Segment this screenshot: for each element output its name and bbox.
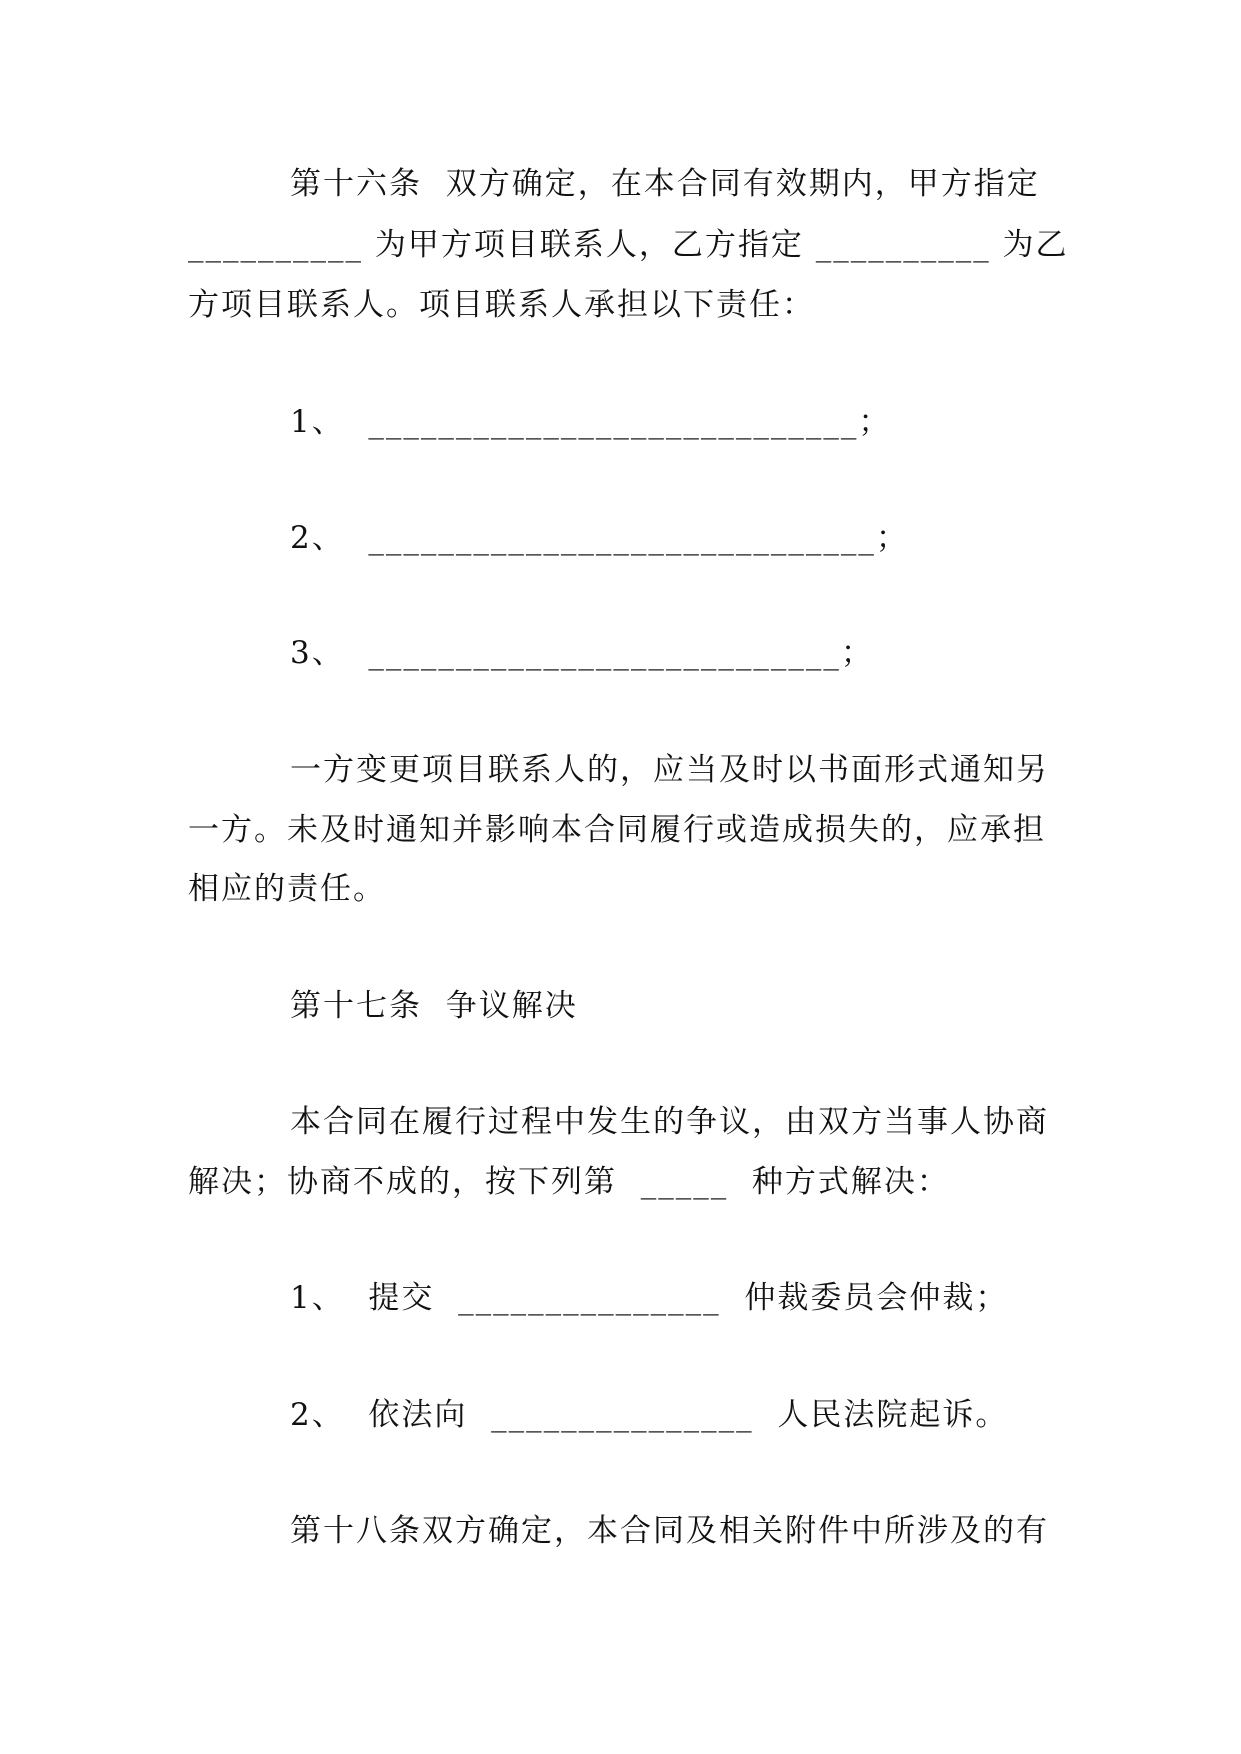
dispute-paragraph-line-2: 解决；协商不成的，按下列第 _____ 种方式解决： [188, 1164, 950, 1200]
article-18-line: 第十八条双方确定，本合同及相关附件中所涉及的有 [290, 1513, 1049, 1549]
change-contact-paragraph-line-1: 一方变更项目联系人的，应当及时以书面形式通知另 [290, 752, 1049, 788]
duty-item-1: 1、 ____________________________； [290, 404, 892, 440]
duty-item-3: 3、 ___________________________； [290, 635, 874, 671]
dispute-option-1: 1、 提交 _______________ 仲裁委员会仲裁； [290, 1280, 1009, 1316]
article-16-contact-line: __________ 为甲方项目联系人，乙方指定 __________ 为乙 [188, 227, 1069, 263]
dispute-option-2: 2、 依法向 _______________ 人民法院起诉。 [290, 1397, 1009, 1433]
article-17-heading: 第十七条 争议解决 [290, 988, 578, 1024]
article-16-heading-line: 第十六条 双方确定，在本合同有效期内，甲方指定 [290, 166, 1040, 202]
duty-item-2: 2、 _____________________________； [290, 520, 909, 556]
change-contact-paragraph-line-3: 相应的责任。 [188, 871, 386, 907]
dispute-paragraph-line-1: 本合同在履行过程中发生的争议，由双方当事人协商 [290, 1104, 1049, 1140]
article-16-duties-intro: 方项目联系人。项目联系人承担以下责任： [188, 287, 815, 323]
change-contact-paragraph-line-2: 一方。未及时通知并影响本合同履行或造成损失的，应承担 [188, 812, 1046, 848]
